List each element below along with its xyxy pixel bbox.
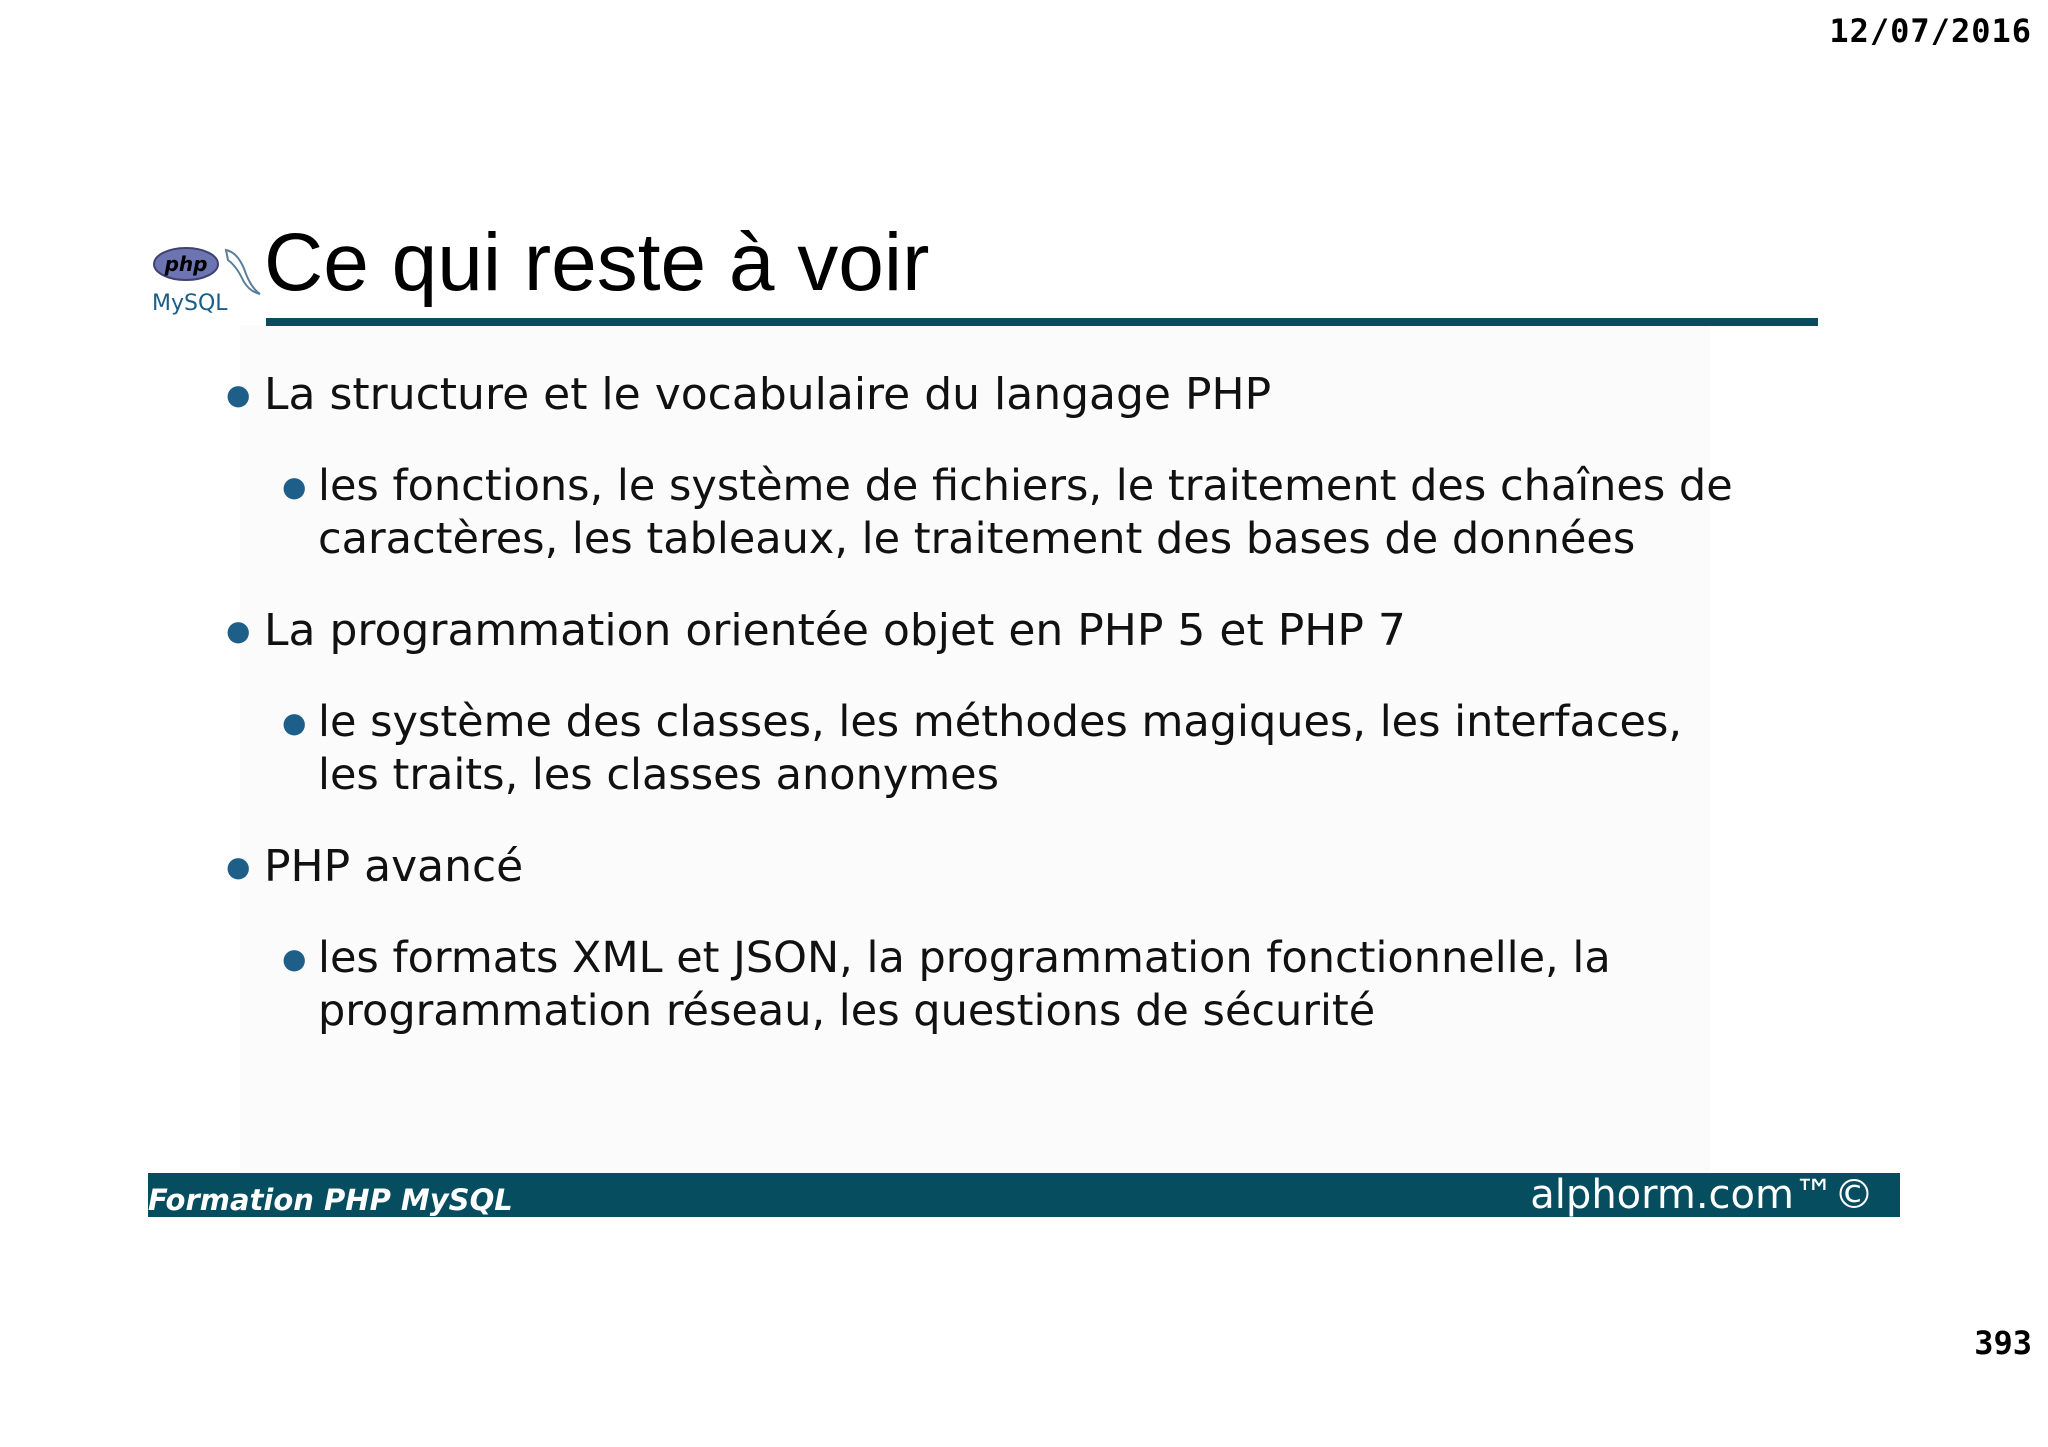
php-mysql-logo-icon bbox=[150, 244, 268, 316]
bullet-icon: ● bbox=[282, 470, 307, 503]
sub-list-item bbox=[220, 696, 1740, 802]
print-date: 12/07/2016 bbox=[1829, 12, 2032, 50]
slide-title: Ce qui reste à voir bbox=[264, 217, 930, 308]
footer-brand: alphorm.com™© bbox=[1530, 1172, 1874, 1218]
list-item bbox=[220, 604, 1740, 658]
mysql-logo-text: MySQL bbox=[152, 291, 228, 316]
bullet-list bbox=[220, 368, 1740, 1076]
list-item bbox=[220, 368, 1740, 422]
page-number: 393 bbox=[1974, 1324, 2032, 1362]
sub-bullet-text: le système des classes, les méthodes magiques, les interfaces, les traits, les classes anonymes bbox=[318, 697, 1683, 800]
php-logo-text: php bbox=[164, 252, 208, 276]
mysql-dolphin-shape bbox=[226, 250, 260, 294]
title-underline bbox=[266, 318, 1818, 326]
sub-list-item bbox=[220, 932, 1740, 1038]
bullet-text: La structure et le vocabulaire du langage PHP bbox=[264, 369, 1272, 420]
bullet-icon: ● bbox=[226, 850, 251, 883]
bullet-icon: ● bbox=[282, 942, 307, 975]
bullet-text: PHP avancé bbox=[264, 841, 524, 892]
bullet-text: La programmation orientée objet en PHP 5 et PHP 7 bbox=[264, 605, 1406, 656]
slide-footer bbox=[148, 1173, 1900, 1217]
list-item bbox=[220, 840, 1740, 894]
sub-bullet-text: les fonctions, le système de fichiers, le traitement des chaînes de caractères, les tableaux, le traitement des bases de données bbox=[318, 461, 1733, 564]
footer-course-title: Formation PHP MySQL bbox=[148, 1183, 513, 1217]
bullet-icon: ● bbox=[282, 706, 307, 739]
sub-bullet-text: les formats XML et JSON, la programmation fonctionnelle, la programmation réseau, les questions de sécurité bbox=[318, 933, 1611, 1036]
bullet-icon: ● bbox=[226, 614, 251, 647]
sub-list-item bbox=[220, 460, 1740, 566]
bullet-icon: ● bbox=[226, 378, 251, 411]
